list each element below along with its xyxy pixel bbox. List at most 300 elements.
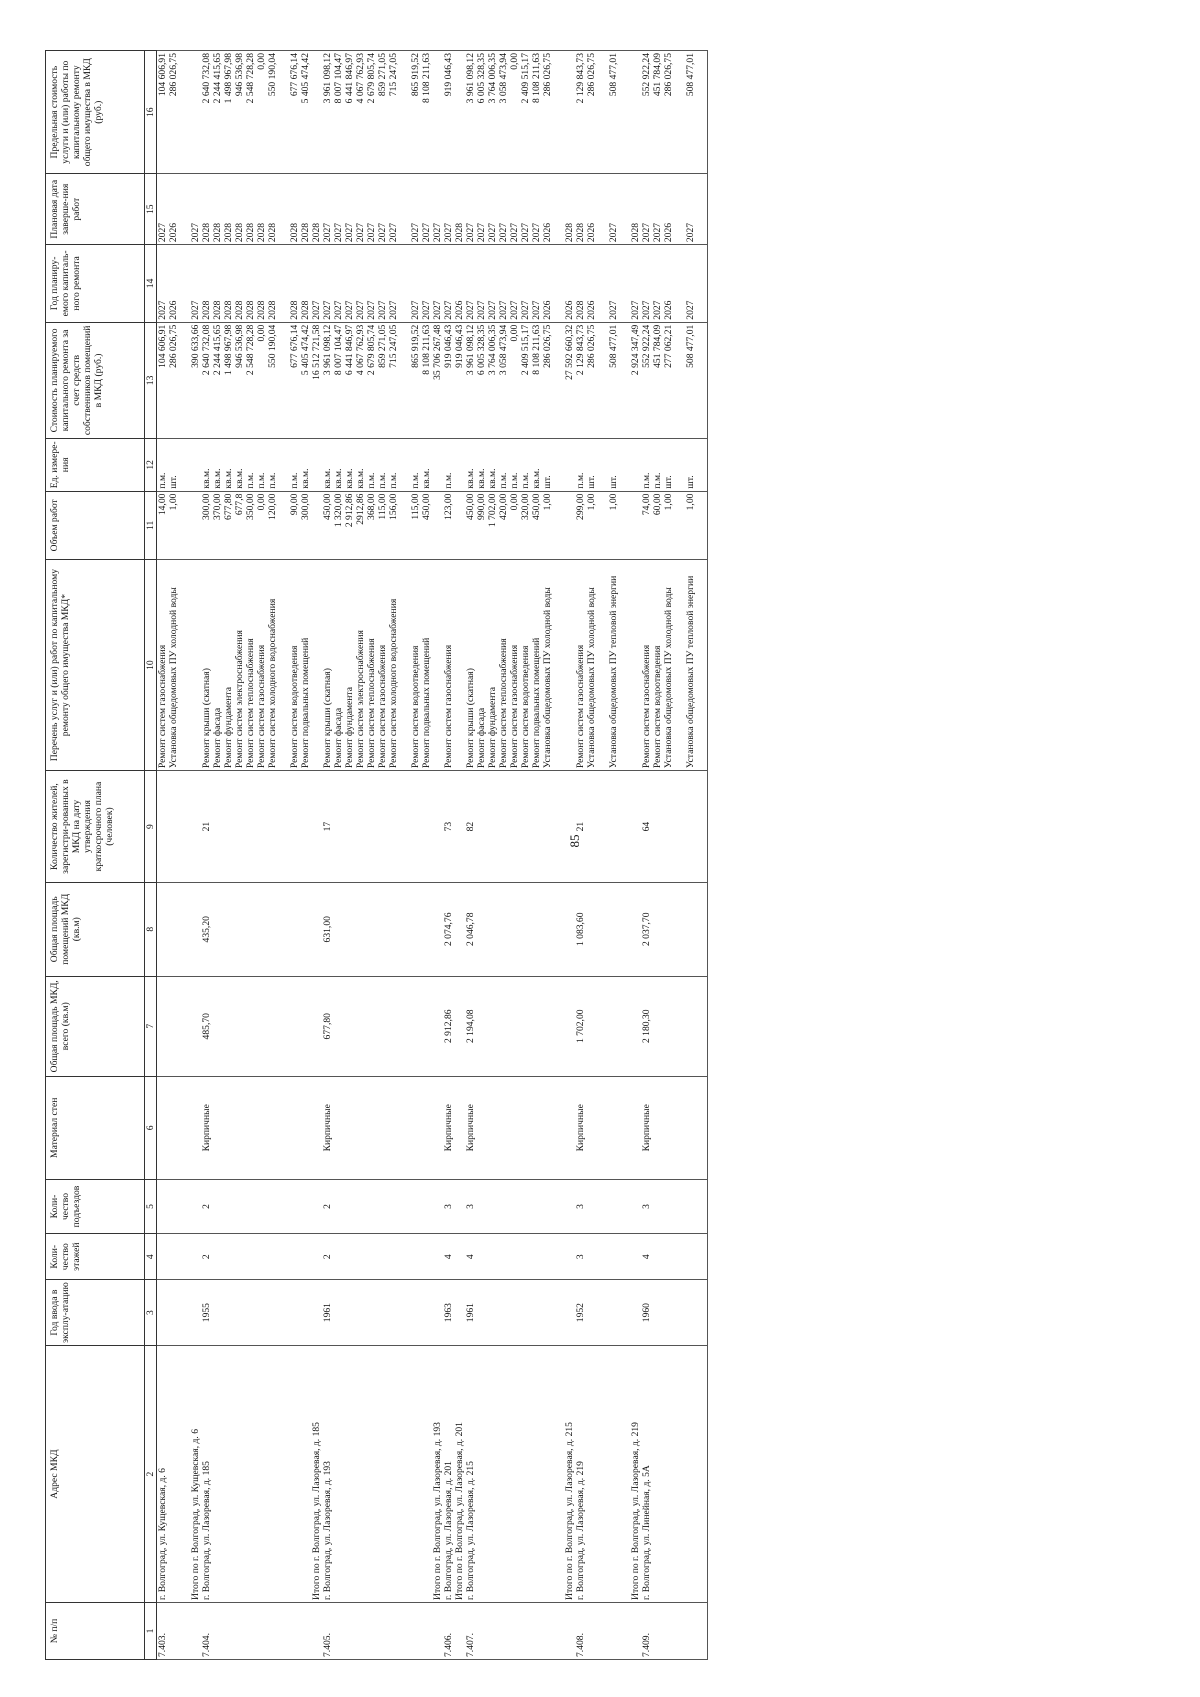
work-max-cost-entry: 6 005 328,35: [476, 53, 487, 104]
total-empty: [311, 560, 322, 771]
work-volume-entry: 156,00: [388, 493, 399, 520]
table-body: [157, 51, 708, 1660]
work-year-entry: 2028: [575, 300, 586, 320]
work-year-entry: 2027: [410, 300, 421, 320]
column-number-10: 10: [145, 560, 157, 771]
work-year: [322, 245, 432, 323]
work-volume-entry: 1,00: [586, 493, 597, 511]
work-name: Ремонт подвальных помещений: [421, 637, 432, 769]
work-max-cost-entry: 2 679 805,74: [366, 53, 377, 104]
house-address: г. Волгоград, ул. Лазоревая, д. 219: [575, 1346, 630, 1603]
work-cost-entry: 286 026,75: [542, 324, 553, 368]
work-year-entry: 2027: [322, 300, 333, 320]
work-unit-entry: п.м.: [410, 472, 421, 489]
total-empty: [454, 771, 465, 883]
total-empty: [564, 1280, 575, 1346]
wall-material: Кирпичные: [443, 1076, 454, 1179]
work-year-entry: 2028: [201, 300, 212, 320]
work-volume-entry: 1,00: [685, 493, 696, 511]
total-empty: [311, 771, 322, 883]
total-date: 2028: [454, 174, 465, 245]
rooms-area: 631,00: [322, 882, 432, 976]
column-number-9: 9: [145, 771, 157, 883]
work-end-date-entry: 2027: [685, 222, 696, 243]
total-empty: [190, 1234, 201, 1280]
work-unit-entry: п.м.: [520, 472, 531, 489]
total-empty: [564, 1602, 575, 1659]
work-cost-entry: 552 922,24: [641, 324, 652, 368]
work-name: Ремонт систем водоотведения: [520, 645, 531, 769]
work-volume: [443, 491, 454, 559]
work-max-cost-entry: 104 606,91: [157, 53, 168, 97]
total-empty: [630, 1234, 641, 1280]
total-empty: [564, 439, 575, 491]
total-empty: [432, 51, 443, 174]
work-year-entry: 2027: [366, 300, 377, 320]
work-unit-entry: кв.м.: [322, 468, 333, 489]
total-date: 2027: [190, 174, 201, 245]
wall-material: Кирпичные: [201, 1076, 311, 1179]
work-volume-entry: 368,00: [366, 493, 377, 520]
work-end-date-entry: 2026: [542, 222, 553, 243]
work-name: Ремонт систем водоотведения: [652, 645, 663, 769]
column-header-14: Год планиру-емого капиталь-ного ремонта: [46, 245, 145, 323]
total-empty: [432, 1179, 443, 1234]
rooms-area: 435,20: [201, 882, 311, 976]
work-volume-entry: 2912,86: [355, 493, 366, 525]
work-unit-entry: кв.м.: [300, 468, 311, 489]
work-cost-entry: 4 067 762,93: [355, 324, 366, 376]
total-area: 2 194,08: [465, 976, 564, 1076]
year-built: 1955: [201, 1280, 311, 1346]
total-date: 2028: [311, 174, 322, 245]
total-date: 2028: [630, 174, 641, 245]
work-unit-entry: п.м.: [377, 472, 388, 489]
work-volume-entry: 1,00: [168, 493, 179, 511]
total-year: 2026: [564, 245, 575, 323]
work-unit-entry: п.м.: [443, 472, 454, 489]
total-empty: [454, 51, 465, 174]
work-cost-entry: 8 007 104,47: [333, 324, 344, 376]
work-end-date-entry: 2028: [267, 222, 278, 243]
total-sum: 27 592 660,32: [564, 322, 575, 438]
work-volume-entry: 420,00: [498, 493, 509, 520]
total-empty: [311, 1234, 322, 1280]
total-empty: [190, 439, 201, 491]
column-header-13: Стоимость планируемого капитального ремонта за счет средств собственников помещений в МКД (руб.): [46, 322, 145, 438]
total-empty: [564, 1076, 575, 1179]
work-volume-entry: 677,80: [223, 493, 234, 520]
work-end-date-entry: 2027: [355, 222, 366, 243]
total-empty: [630, 491, 641, 559]
column-number-4: 4: [145, 1234, 157, 1280]
work-year-entry: 2026: [168, 300, 179, 320]
work-name: Ремонт фасада: [476, 707, 487, 769]
house-address: г. Волгоград, ул. Линейная, д. 5А: [641, 1346, 708, 1603]
total-sum: 16 512 721,58: [311, 322, 322, 438]
work-unit-entry: п.м.: [498, 472, 509, 489]
work-end-date: [201, 174, 311, 245]
column-number-5: 5: [145, 1179, 157, 1234]
work-max-cost-entry: 677 676,14: [289, 53, 300, 97]
work-max-cost-entry: 6 441 846,97: [344, 53, 355, 104]
total-empty: [190, 1179, 201, 1234]
work-year-entry: 2028: [223, 300, 234, 320]
work-year: [465, 245, 564, 323]
work-cost-entry: 865 919,52: [410, 324, 421, 368]
rooms-area: [157, 882, 191, 976]
house-row: [201, 51, 311, 1660]
total-empty: [564, 1179, 575, 1234]
total-sum: 35 706 267,48: [432, 322, 443, 438]
column-number-7: 7: [145, 976, 157, 1076]
entrances-count: 3: [443, 1179, 454, 1234]
work-year-entry: 2027: [344, 300, 355, 320]
work-max-cost-entry: 3 961 098,12: [322, 53, 333, 104]
work-name: Ремонт крыши (скатная): [465, 668, 476, 769]
work-cost-entry: 2 244 415,65: [212, 324, 223, 376]
total-empty: [190, 771, 201, 883]
rotated-table-wrapper: [45, 50, 1190, 1660]
total-area: 1 702,00: [575, 976, 630, 1076]
total-empty: [432, 1076, 443, 1179]
column-number-15: 15: [145, 174, 157, 245]
work-max-cost-entry: 4 067 762,93: [355, 53, 366, 104]
work-cost-entry: 6 441 846,97: [344, 324, 355, 376]
work-name: Ремонт крыши (скатная): [201, 668, 212, 769]
work-year-entry: 2027: [487, 300, 498, 320]
work-volume-entry: 350,00: [245, 493, 256, 520]
work-year-entry: 2027: [421, 300, 432, 320]
work-end-date-entry: 2027: [410, 222, 421, 243]
work-end-date: [575, 174, 630, 245]
work-end-date-entry: 2027: [652, 222, 663, 243]
work-name: Ремонт фундамента: [487, 687, 498, 769]
total-label: Итого по г. Волгоград, ул. Лазоревая, д. 185: [311, 1346, 322, 1603]
work-name: Ремонт подвальных помещений: [300, 637, 311, 769]
column-header-7: Общая площадь МКД, всего (кв.м): [46, 976, 145, 1076]
column-header-5: Коли-чество подъездов: [46, 1179, 145, 1234]
work-year-entry: 2028: [245, 300, 256, 320]
work-volume-entry: 677,8: [234, 493, 245, 516]
residents-count: 73: [443, 771, 454, 883]
rooms-area: 2 046,78: [465, 882, 564, 976]
work-max-cost: [641, 51, 708, 174]
work-volume-entry: 299,00: [575, 493, 586, 520]
work-end-date-entry: 2027: [487, 222, 498, 243]
column-header-9: Количество жителей, зарегистри-рованных в МКД на дату утверждения краткосрочного плана (человек): [46, 771, 145, 883]
column-header-11: Объем работ: [46, 491, 145, 559]
total-empty: [454, 1602, 465, 1659]
work-end-date-entry: 2027: [344, 222, 355, 243]
work-unit: [575, 439, 630, 491]
work-cost: [443, 322, 454, 438]
work-unit: [201, 439, 311, 491]
work-volume-entry: 115,00: [410, 493, 421, 520]
work-unit-entry: шт.: [685, 475, 696, 489]
total-empty: [190, 882, 201, 976]
work-max-cost: [157, 51, 191, 174]
work-max-cost: [465, 51, 564, 174]
work-unit-entry: п.м.: [256, 472, 267, 489]
work-name: Ремонт систем теплоснабжения: [366, 638, 377, 769]
year-built: [157, 1280, 191, 1346]
work-end-date-entry: 2027: [509, 222, 520, 243]
work-unit-entry: п.м.: [388, 472, 399, 489]
floors-count: 4: [443, 1234, 454, 1280]
work-cost: [201, 322, 311, 438]
house-total-row: [564, 51, 575, 1660]
total-empty: [454, 1234, 465, 1280]
work-volume-entry: 990,00: [476, 493, 487, 520]
house-total-row: [311, 51, 322, 1660]
year-built: 1961: [465, 1280, 564, 1346]
total-empty: [432, 882, 443, 976]
work-max-cost-entry: 3 961 098,12: [465, 53, 476, 104]
house-total-row: [432, 51, 443, 1660]
work-cost-entry: 1 498 967,98: [223, 324, 234, 376]
entrances-count: [157, 1179, 191, 1234]
work-year-entry: 2026: [586, 300, 597, 320]
work-end-date-entry: 2028: [234, 222, 245, 243]
work-unit-entry: кв.м.: [355, 468, 366, 489]
work-year-entry: 2028: [300, 300, 311, 320]
work-max-cost-entry: 0,00: [509, 53, 520, 70]
work-name: Ремонт систем водоотведения: [410, 645, 421, 769]
works-list: [201, 560, 311, 771]
work-cost: [157, 322, 191, 438]
work-unit-entry: кв.м.: [212, 468, 223, 489]
total-empty: [190, 560, 201, 771]
work-volume: [641, 491, 708, 559]
work-unit: [157, 439, 191, 491]
total-empty: [564, 491, 575, 559]
year-built: 1960: [641, 1280, 708, 1346]
total-empty: [432, 771, 443, 883]
work-year-entry: 2027: [157, 300, 168, 320]
work-cost-entry: 677 676,14: [289, 324, 300, 368]
total-empty: [564, 560, 575, 771]
total-empty: [454, 1076, 465, 1179]
column-number-1: 1: [145, 1602, 157, 1659]
total-empty: [432, 439, 443, 491]
total-empty: [630, 51, 641, 174]
column-header-1: № п/п: [46, 1602, 145, 1659]
total-empty: [454, 1280, 465, 1346]
work-year-entry: 2027: [465, 300, 476, 320]
work-max-cost-entry: 286 026,75: [663, 53, 674, 97]
column-header-4: Коли-чество этажей: [46, 1234, 145, 1280]
total-empty: [454, 491, 465, 559]
work-unit: [641, 439, 708, 491]
residents-count: 64: [641, 771, 708, 883]
work-name: Ремонт систем теплоснабжения: [245, 638, 256, 769]
total-empty: [454, 976, 465, 1076]
total-sum: 2 924 347,49: [630, 322, 641, 438]
entrances-count: 3: [641, 1179, 708, 1234]
house-address: г. Волгоград, ул. Лазоревая, д. 201: [443, 1346, 454, 1603]
work-volume: [201, 491, 311, 559]
total-empty: [190, 491, 201, 559]
total-empty: [630, 1179, 641, 1234]
work-volume-entry: 450,00: [465, 493, 476, 520]
work-cost-entry: 3 961 098,12: [465, 324, 476, 376]
work-max-cost-entry: 550 190,04: [267, 53, 278, 97]
work-unit-entry: п.м.: [575, 472, 586, 489]
work-cost-entry: 2 129 843,73: [575, 324, 586, 376]
work-volume-entry: 450,00: [531, 493, 542, 520]
wall-material: Кирпичные: [575, 1076, 630, 1179]
capital-repair-table: [45, 50, 708, 1660]
total-empty: [432, 1234, 443, 1280]
work-unit-entry: кв.м.: [223, 468, 234, 489]
house-row: [443, 51, 454, 1660]
item-number: 7.408.: [575, 1602, 630, 1659]
work-max-cost-entry: 865 919,52: [410, 53, 421, 97]
total-empty: [190, 1602, 201, 1659]
work-end-date-entry: 2027: [465, 222, 476, 243]
work-unit-entry: кв.м.: [531, 468, 542, 489]
work-year: [201, 245, 311, 323]
total-empty: [630, 976, 641, 1076]
work-unit-entry: кв.м.: [487, 468, 498, 489]
work-unit-entry: шт.: [663, 475, 674, 489]
total-area: 2 180,30: [641, 976, 708, 1076]
work-cost-entry: 3 764 006,35: [487, 324, 498, 376]
work-cost-entry: 0,00: [509, 324, 520, 342]
work-name: Ремонт систем электроснабжения: [355, 630, 366, 769]
work-end-date-entry: 2027: [333, 222, 344, 243]
work-end-date-entry: 2027: [608, 222, 619, 243]
column-number-13: 13: [145, 322, 157, 438]
work-year-entry: 2027: [388, 300, 399, 320]
item-number: 7.404.: [201, 1602, 311, 1659]
work-cost-entry: 286 026,75: [168, 324, 179, 368]
work-unit-entry: кв.м.: [234, 468, 245, 489]
work-unit: [443, 439, 454, 491]
total-empty: [564, 771, 575, 883]
work-name: Ремонт подвальных помещений: [531, 637, 542, 769]
house-address: г. Волгоград, ул. Кущевская, д. 6: [157, 1346, 191, 1603]
work-max-cost-entry: 0,00: [256, 53, 267, 70]
work-end-date-entry: 2027: [443, 222, 454, 243]
total-empty: [311, 1179, 322, 1234]
work-year-entry: 2027: [685, 300, 696, 320]
work-end-date-entry: 2028: [256, 222, 267, 243]
rooms-area: 2 074,76: [443, 882, 454, 976]
work-unit: [322, 439, 432, 491]
work-max-cost-entry: 8 007 104,47: [333, 53, 344, 104]
work-unit-entry: п.м.: [267, 472, 278, 489]
wall-material: Кирпичные: [322, 1076, 432, 1179]
work-max-cost-entry: 3 058 473,94: [498, 53, 509, 104]
work-max-cost-entry: 286 026,75: [586, 53, 597, 97]
work-year-entry: 2026: [542, 300, 553, 320]
column-number-8: 8: [145, 882, 157, 976]
work-volume-entry: 320,00: [520, 493, 531, 520]
house-row: [157, 51, 191, 1660]
work-name: Ремонт систем теплоснабжения: [498, 638, 509, 769]
work-name: Ремонт фундамента: [344, 687, 355, 769]
total-empty: [454, 439, 465, 491]
total-year: 2027: [630, 245, 641, 323]
total-empty: [432, 560, 443, 771]
item-number: 7.409.: [641, 1602, 708, 1659]
works-list: [322, 560, 432, 771]
work-year-entry: 2027: [355, 300, 366, 320]
work-volume-entry: 1,00: [608, 493, 619, 511]
work-end-date-entry: 2028: [300, 222, 311, 243]
work-unit-entry: кв.м.: [344, 468, 355, 489]
work-volume-entry: 450,00: [322, 493, 333, 520]
house-row: [322, 51, 432, 1660]
item-number: 7.406.: [443, 1602, 454, 1659]
work-name: Ремонт систем электроснабжения: [234, 630, 245, 769]
work-year-entry: 2028: [212, 300, 223, 320]
column-header-16: Предельная стоимость услуги и (или) работы по капитальному ремонту общего имущества в МКД (руб.): [46, 51, 145, 174]
total-empty: [454, 1179, 465, 1234]
floors-count: 3: [575, 1234, 630, 1280]
entrances-count: 3: [575, 1179, 630, 1234]
work-cost-entry: 508 477,01: [685, 324, 696, 368]
work-name: Ремонт систем холодного водоснабжения: [267, 598, 278, 769]
work-year: [443, 245, 454, 323]
work-unit-entry: кв.м.: [201, 468, 212, 489]
total-empty: [311, 1076, 322, 1179]
house-address: г. Волгоград, ул. Лазоревая, д. 215: [465, 1346, 564, 1603]
total-year: 2027: [432, 245, 443, 323]
total-area: 677,80: [322, 976, 432, 1076]
column-number-12: 12: [145, 439, 157, 491]
work-max-cost: [443, 51, 454, 174]
column-number-row: [145, 51, 157, 1660]
work-name: Ремонт систем газоснабжения: [575, 644, 586, 769]
house-total-row: [454, 51, 465, 1660]
residents-count: [157, 771, 191, 883]
column-number-14: 14: [145, 245, 157, 323]
work-unit-entry: шт.: [608, 475, 619, 489]
entrances-count: 2: [201, 1179, 311, 1234]
work-max-cost-entry: 286 026,75: [542, 53, 553, 97]
work-volume-entry: 14,00: [157, 493, 168, 516]
total-empty: [311, 1602, 322, 1659]
work-end-date: [443, 174, 454, 245]
work-end-date-entry: 2027: [388, 222, 399, 243]
total-label: Итого по г. Волгоград, ул. Лазоревая, д. 193: [432, 1346, 443, 1603]
work-year-entry: 2027: [608, 300, 619, 320]
work-year-entry: 2028: [267, 300, 278, 320]
residents-count: 21: [201, 771, 311, 883]
work-volume-entry: 2 912,86: [344, 493, 355, 528]
total-area: 485,70: [201, 976, 311, 1076]
work-year-entry: 2027: [377, 300, 388, 320]
house-row: [641, 51, 708, 1660]
work-cost: [575, 322, 630, 438]
work-volume-entry: 300,00: [300, 493, 311, 520]
work-name: Установка общедомовых ПУ холодной воды: [542, 587, 553, 769]
work-volume-entry: 1 702,00: [487, 493, 498, 528]
total-label: Итого по г. Волгоград, ул. Кущевская, д. 6: [190, 1346, 201, 1603]
work-unit-entry: п.м.: [366, 472, 377, 489]
work-year-entry: 2027: [498, 300, 509, 320]
work-year-entry: 2028: [256, 300, 267, 320]
work-unit-entry: шт.: [542, 475, 553, 489]
work-name: Ремонт систем газоснабжения: [157, 644, 168, 769]
work-year-entry: 2027: [652, 300, 663, 320]
column-number-16: 16: [145, 51, 157, 174]
work-volume-entry: 370,00: [212, 493, 223, 520]
total-empty: [630, 882, 641, 976]
